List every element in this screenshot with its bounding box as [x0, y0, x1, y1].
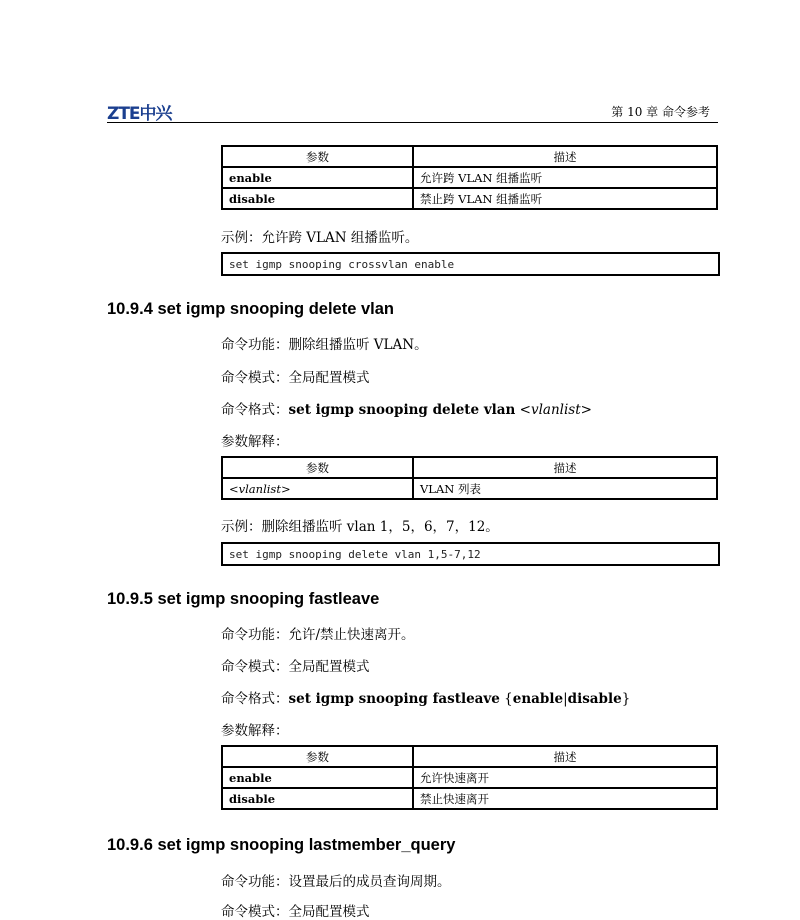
format-option-enable: enable [512, 691, 564, 707]
format-gt: > [580, 402, 592, 418]
format-option-disable: disable [567, 691, 622, 707]
format-command: set igmp snooping delete vlan [288, 402, 516, 418]
params-label: 参数解释： [221, 723, 289, 739]
section-heading: 10.9.6 set igmp snooping lastmember_query [107, 836, 456, 854]
param-cell: enable [222, 167, 413, 188]
params-label: 参数解释： [221, 434, 289, 450]
param-cell: enable [222, 767, 413, 788]
mode-text: 命令模式：全局配置模式 [221, 370, 370, 386]
example-text: 示例：允许跨 VLAN 组播监听。 [221, 230, 419, 246]
param-cell: <vlanlist> [222, 478, 413, 499]
desc-cell: VLAN 列表 [413, 478, 717, 499]
format-separator: | [563, 691, 568, 707]
params-table-crossvlan [221, 145, 718, 210]
page-header [107, 98, 718, 123]
table-header-row [222, 457, 717, 478]
col-header-param: 参数 [222, 146, 413, 167]
table-row [222, 767, 717, 788]
desc-cell: 允许跨 VLAN 组播监听 [413, 167, 717, 188]
desc-cell: 允许快速离开 [413, 767, 717, 788]
zte-logo: ZTE中兴 [107, 104, 172, 124]
col-header-desc: 描述 [413, 146, 717, 167]
format-lt: < [515, 402, 531, 418]
mode-text: 命令模式：全局配置模式 [221, 904, 370, 920]
desc-cell: 禁止快速离开 [413, 788, 717, 809]
table-row [222, 188, 717, 209]
table-row [222, 478, 717, 499]
function-text: 命令功能：设置最后的成员查询周期。 [221, 874, 451, 890]
col-header-param: 参数 [222, 746, 413, 767]
format-command: set igmp snooping fastleave [288, 691, 500, 707]
col-header-desc: 描述 [413, 457, 717, 478]
col-header-desc: 描述 [413, 746, 717, 767]
table-header-row [222, 146, 717, 167]
params-table-fastleave [221, 745, 718, 810]
param-cell: disable [222, 788, 413, 809]
section-heading: 10.9.5 set igmp snooping fastleave [107, 590, 380, 608]
format-text [221, 687, 630, 707]
format-label: 命令格式： [221, 402, 289, 418]
function-text: 命令功能：删除组播监听 VLAN。 [221, 337, 428, 353]
table-header-row [222, 746, 717, 767]
format-close-brace: } [621, 691, 631, 707]
format-argument: vlanlist [530, 402, 581, 418]
code-block: set igmp snooping delete vlan 1,5-7,12 [221, 542, 720, 566]
section-heading: 10.9.4 set igmp snooping delete vlan [107, 300, 394, 318]
desc-cell: 禁止跨 VLAN 组播监听 [413, 188, 717, 209]
col-header-param: 参数 [222, 457, 413, 478]
format-open-brace: { [499, 691, 513, 707]
params-table-delete-vlan [221, 456, 718, 500]
chapter-title: 第 10 章 命令参考 [611, 105, 710, 119]
code-block: set igmp snooping crossvlan enable [221, 252, 720, 276]
param-cell: disable [222, 188, 413, 209]
table-row [222, 788, 717, 809]
example-text: 示例：删除组播监听 vlan 1，5，6，7，12。 [221, 519, 499, 535]
function-text: 命令功能：允许/禁止快速离开。 [221, 627, 415, 643]
table-row [222, 167, 717, 188]
mode-text: 命令模式：全局配置模式 [221, 659, 370, 675]
format-label: 命令格式： [221, 691, 289, 707]
format-text [221, 398, 592, 418]
